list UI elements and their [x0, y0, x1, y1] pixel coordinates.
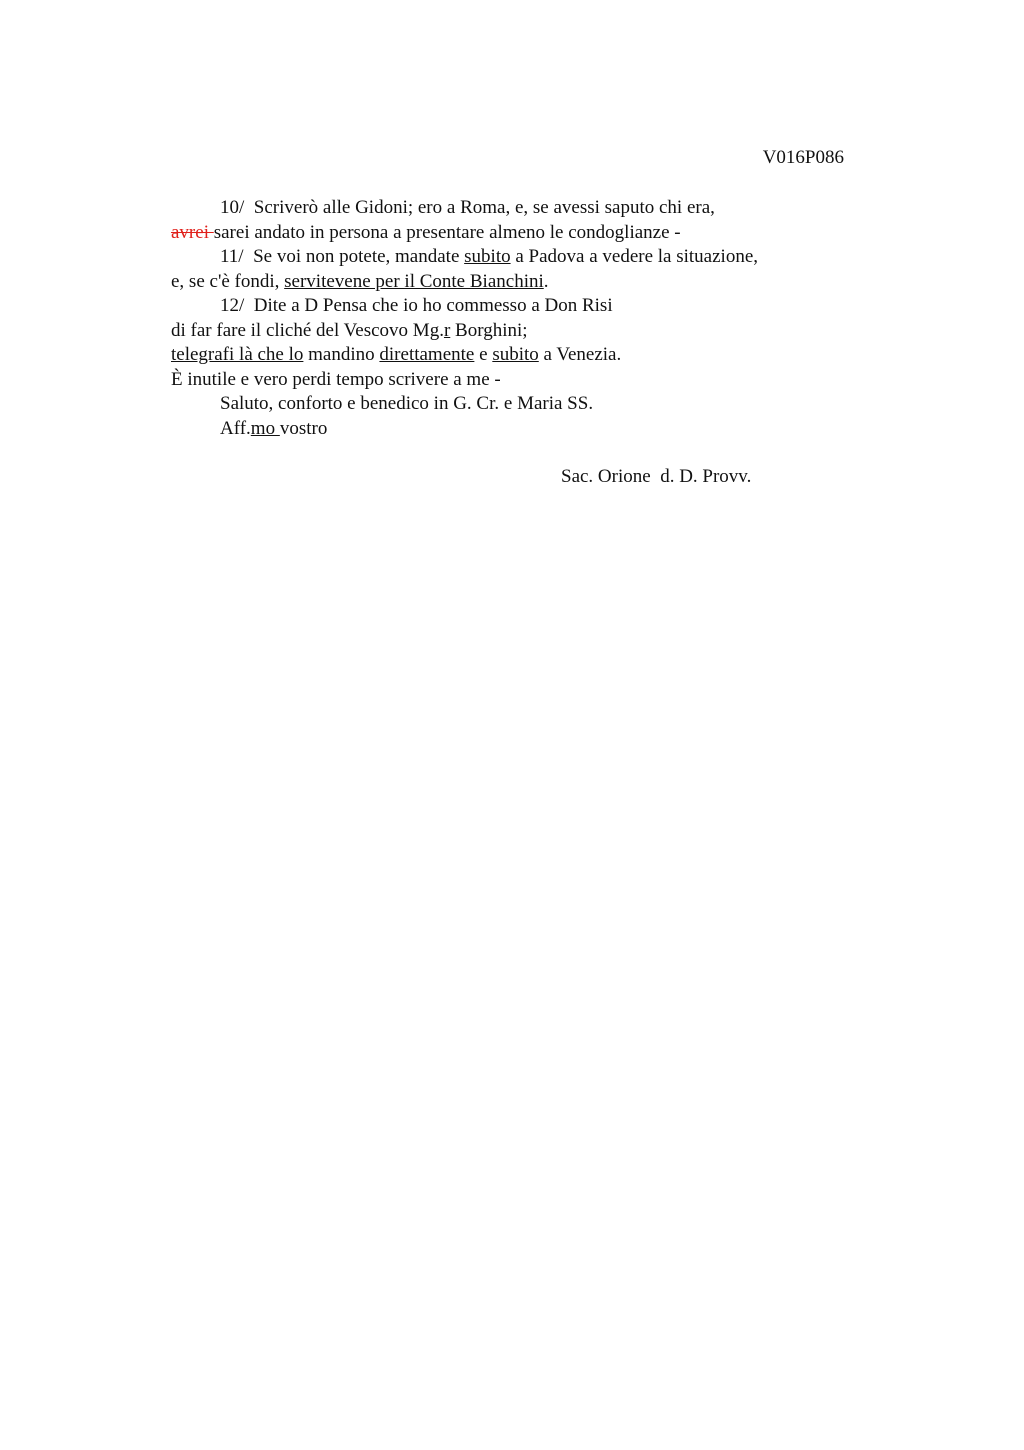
letter-line [171, 319, 871, 344]
text-segment: di far fare il cliché del Vescovo Mg. [171, 319, 444, 341]
letter-line [171, 270, 871, 295]
text-segment: 12/ Dite a D Pensa che io ho commesso a Don Risi [220, 295, 613, 316]
text-segment: . [543, 270, 549, 292]
text-segment: a Padova a vedere la situazione, [510, 246, 759, 267]
underlined-text: subito [492, 344, 539, 365]
underlined-text: subito [464, 246, 511, 267]
letter-body [171, 196, 871, 441]
page-identifier: V016P086 [762, 147, 844, 168]
text-segment: e, se c'è fondi, [171, 270, 285, 292]
underlined-text: servitevene per il Conte Bianchini [284, 270, 544, 292]
letter-line [171, 294, 871, 319]
letter-line [171, 343, 871, 368]
text-segment: 10/ Scriverò alle Gidoni; ero a Roma, e, se avessi saputo chi era, [220, 197, 715, 218]
letter-line [171, 221, 871, 246]
underlined-text: mo [250, 417, 280, 439]
letter-line [171, 392, 871, 417]
text-segment: mandino [303, 344, 380, 365]
text-segment: vostro [279, 417, 328, 439]
underlined-text: direttamente [379, 344, 475, 365]
text-segment: e [474, 344, 493, 365]
text-segment: 11/ Se voi non potete, mandate [220, 246, 465, 267]
letter-line [171, 245, 871, 270]
letter-line [171, 368, 871, 393]
letter-line [171, 417, 871, 442]
struck-text: avrei [171, 221, 214, 243]
text-segment: a Venezia. [538, 344, 622, 365]
text-segment: Borghini; [450, 319, 528, 341]
underlined-text: telegrafi là che lo [171, 344, 304, 365]
text-segment: È inutile e vero perdi tempo scrivere a me - [171, 368, 501, 390]
text-segment: Aff. [220, 417, 251, 439]
underlined-text: r [443, 319, 451, 341]
letter-line [171, 196, 871, 221]
text-segment: Saluto, conforto e benedico in G. Cr. e Maria SS. [220, 393, 594, 414]
text-segment: sarei andato in persona a presentare almeno le condoglianze - [213, 221, 681, 243]
signature: Sac. Orione d. D. Provv. [561, 466, 752, 487]
